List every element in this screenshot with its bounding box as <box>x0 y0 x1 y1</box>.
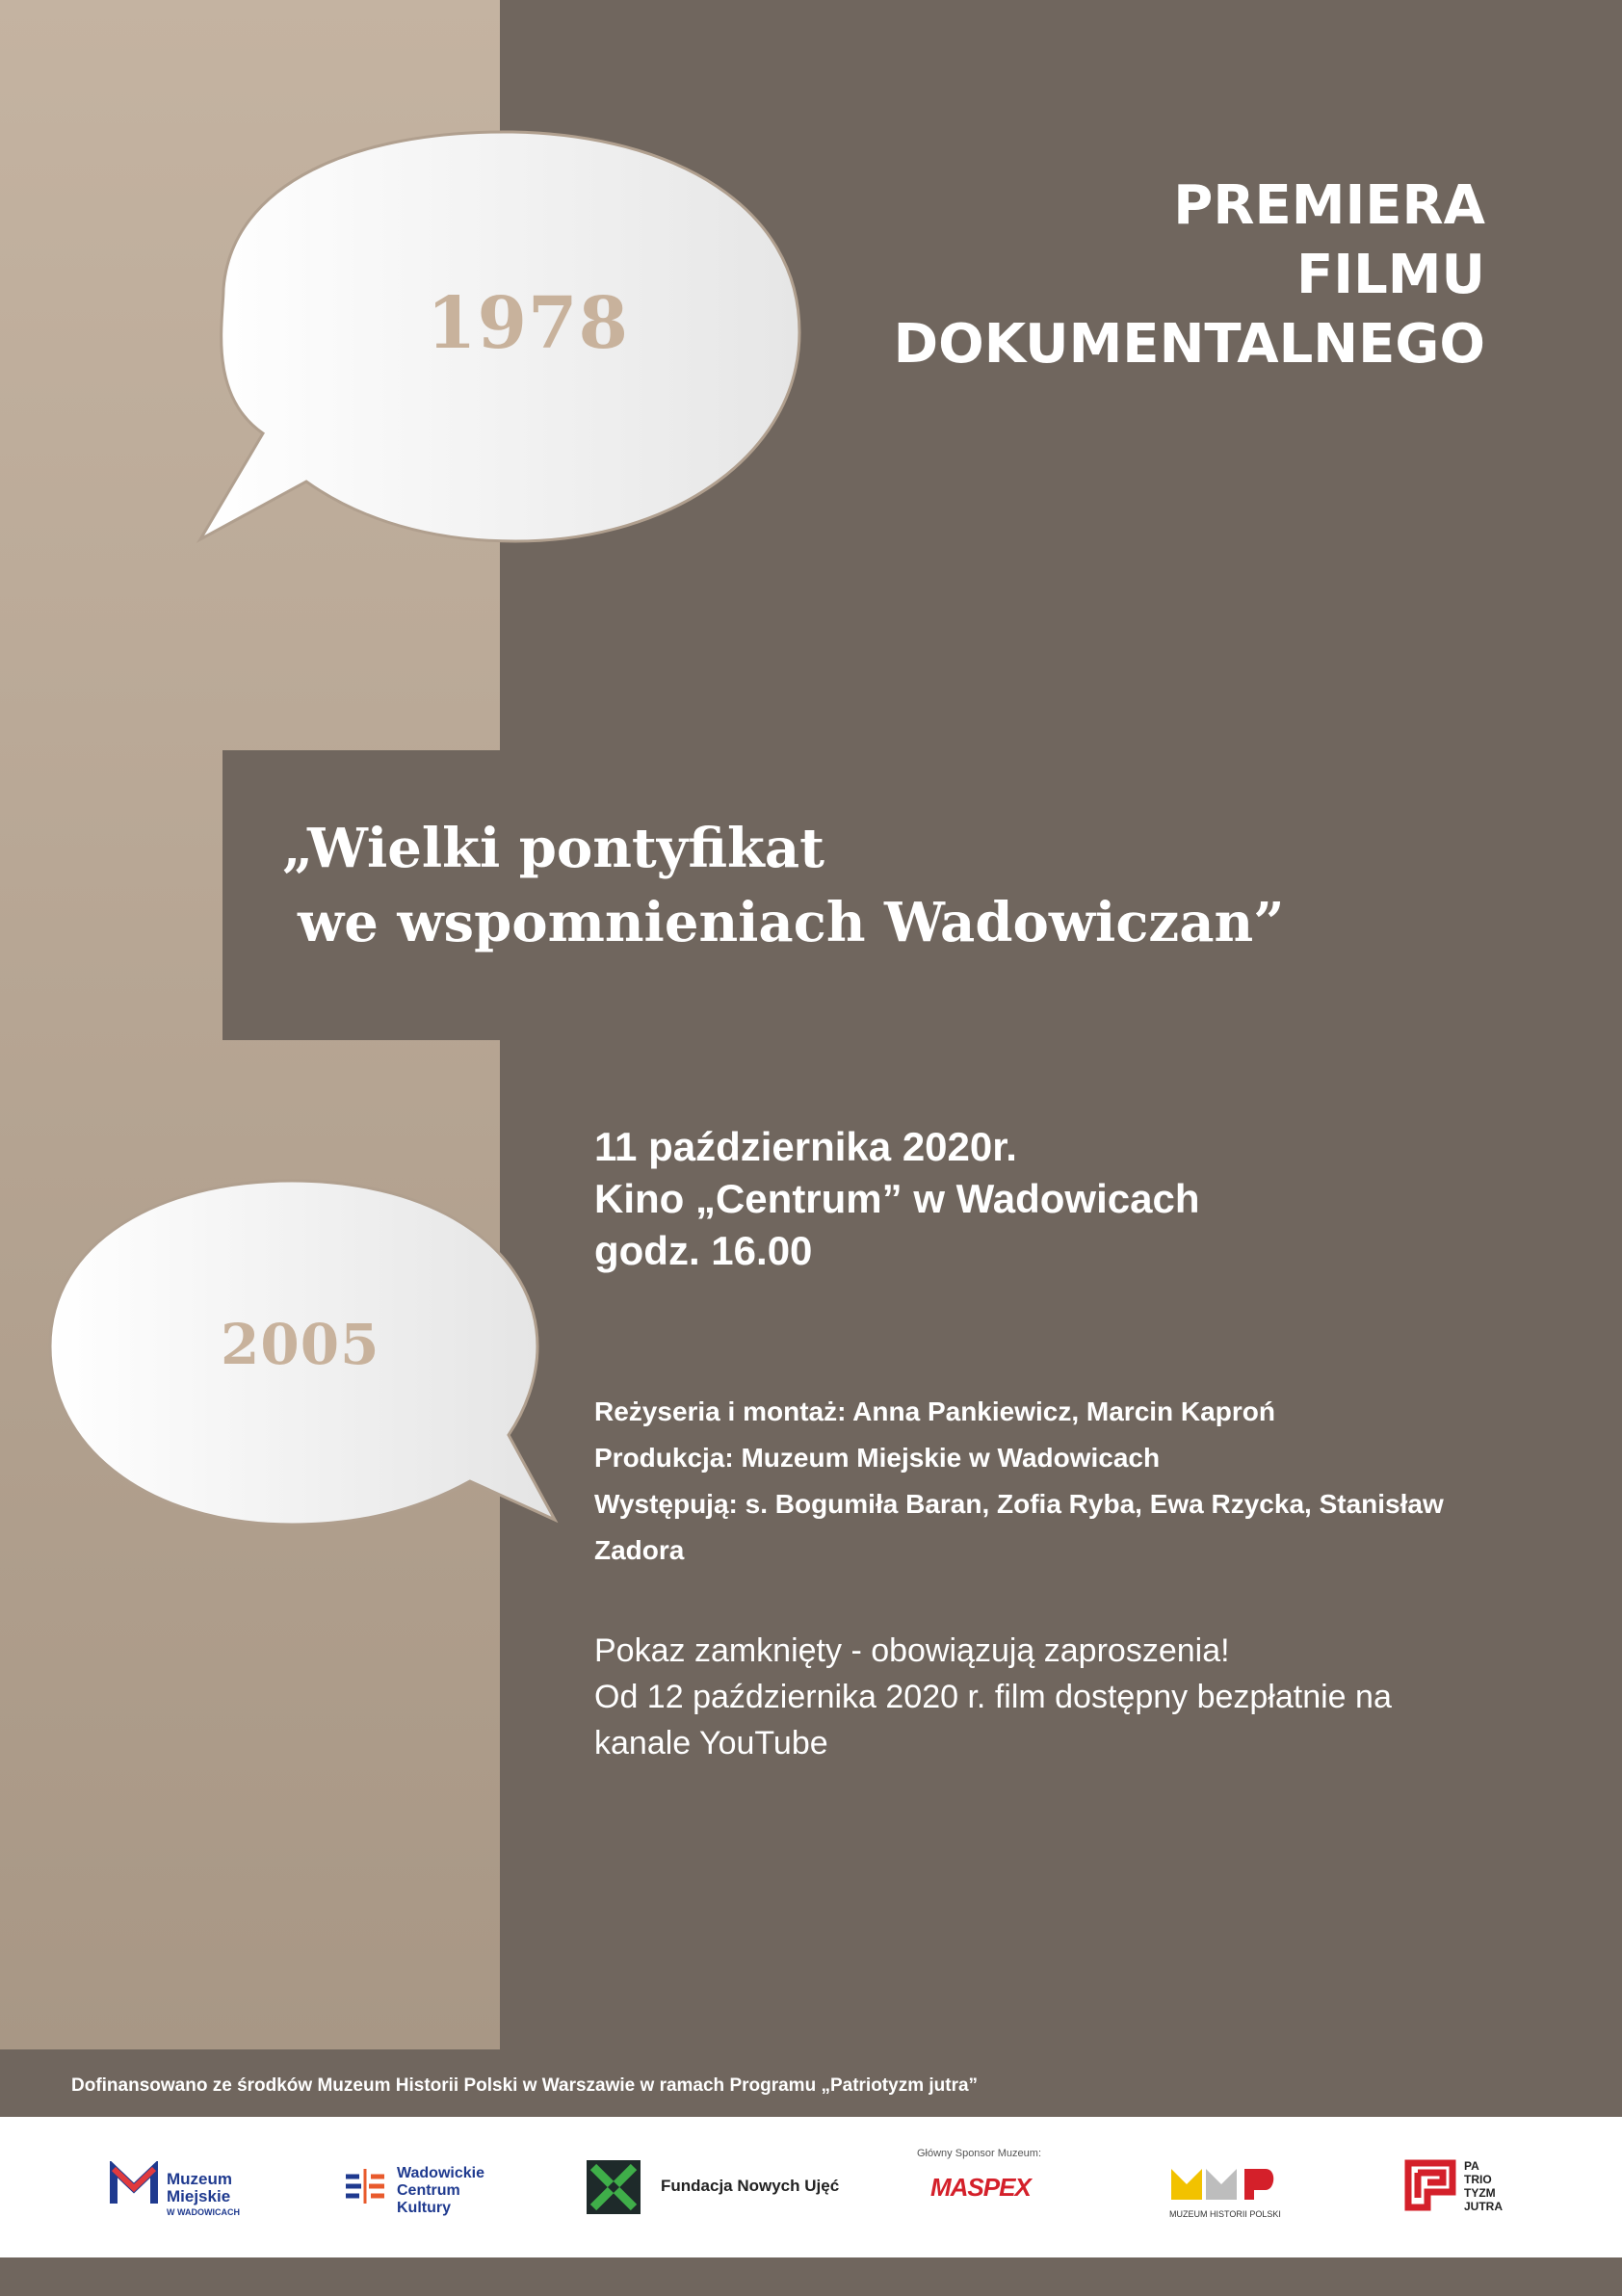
pj-icon <box>1404 2159 1456 2211</box>
logo-wck <box>344 2117 508 2257</box>
film-title-line-1: „Wielki pontyfikat <box>282 817 825 880</box>
screening-info <box>594 1628 1480 1766</box>
mm-line-3: W WADOWICACH <box>167 2207 240 2217</box>
premiere-line-2: FILMU <box>1296 244 1485 306</box>
pj-line-4: JUTRA <box>1464 2200 1504 2213</box>
wck-icon <box>344 2165 386 2207</box>
maspex-wordmark: MASPEX <box>930 2173 1031 2202</box>
mm-line-2: Miejskie <box>167 2187 231 2205</box>
credits-production: Produkcja: Muzeum Miejskie w Wadowicach <box>594 1443 1161 1473</box>
funding-note: Dofinansowano ze środków Muzeum Historii Polski w Warszawie w ramach Programu „Patriotyzm jutra” <box>71 2075 979 2096</box>
bottom-bar <box>0 2257 1622 2296</box>
pj-line-1: PA <box>1464 2159 1479 2173</box>
credits-cast: Występują: s. Bogumiła Baran, Zofia Ryba, Ewa Rzycka, Stanisław Zadora <box>594 1489 1444 1565</box>
year-2005-label: 2005 <box>221 1312 380 1377</box>
logo-patriotyzm-jutra <box>1404 2117 1520 2257</box>
mhp-icon <box>1169 2165 1289 2207</box>
partner-logos-strip <box>0 2117 1622 2257</box>
event-time: godz. 16.00 <box>594 1228 813 1273</box>
event-date: 11 października 2020r. <box>594 1124 1017 1169</box>
wck-line-1: Wadowickie <box>397 2165 484 2181</box>
credits-direction: Reżyseria i montaż: Anna Pankiewicz, Marcin Kaproń <box>594 1396 1275 1426</box>
info-youtube: Od 12 października 2020 r. film dostępny bezpłatnie na kanale YouTube <box>594 1679 1392 1761</box>
wck-line-2: Centrum <box>397 2182 460 2199</box>
info-closed-screening: Pokaz zamknięty - obowiązują zaproszenia! <box>594 1632 1230 1669</box>
logo-muzeum-miejskie <box>108 2117 272 2257</box>
pj-line-3: TYZM <box>1464 2186 1496 2200</box>
film-credits <box>594 1389 1480 1574</box>
mm-line-1: Muzeum <box>167 2170 232 2188</box>
logo-fundacja-nowych-ujec <box>586 2117 840 2257</box>
mhp-caption: MUZEUM HISTORII POLSKI <box>1169 2209 1281 2219</box>
fnu-name: Fundacja Nowych Ujęć <box>661 2177 840 2195</box>
premiere-line-1: PREMIERA <box>1173 174 1485 237</box>
logo-maspex <box>913 2117 1058 2257</box>
wck-line-3: Kultury <box>397 2200 451 2216</box>
logo-muzeum-historii-polski <box>1165 2117 1291 2257</box>
fnu-icon <box>586 2159 641 2215</box>
maspex-caption: Główny Sponsor Muzeum: <box>917 2148 1041 2159</box>
mm-icon <box>110 2161 158 2209</box>
premiere-line-3: DOKUMENTALNEGO <box>893 313 1485 376</box>
year-1978-label: 1978 <box>427 282 629 365</box>
film-title-line-2: we wspomnieniach Wadowiczan” <box>298 891 1285 954</box>
event-venue: Kino „Centrum” w Wadowicach <box>594 1176 1200 1221</box>
pj-line-2: TRIO <box>1464 2173 1492 2186</box>
